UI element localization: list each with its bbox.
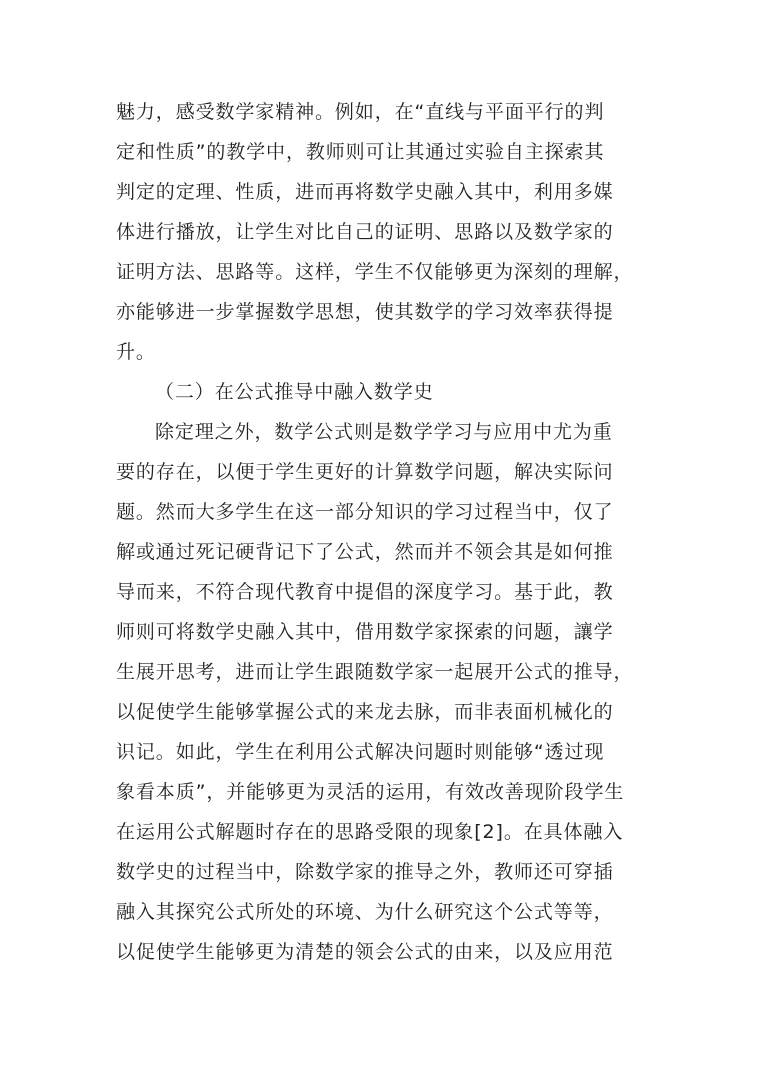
paragraph-line: 亦能够进一步掌握数学思想，使其数学的学习效率获得提 [116,301,614,323]
paragraph-line: 师则可将数学史融入其中，借用数学家探索的问题，讓学 [116,621,614,643]
paragraph-line: 象看本质”，并能够更为灵活的运用，有效改善现阶段学生 [116,781,625,803]
paragraph-line: 以促使学生能够更为清楚的领会公式的由来，以及应用范 [116,941,614,963]
paragraph-line: 除定理之外，数学公式则是数学学习与应用中尤为重 [155,421,613,443]
section-heading: （二）在公式推导中融入数学史 [155,381,434,403]
paragraph-line: 以促使学生能够掌握公式的来龙去脉，而非表面机械化的 [116,701,614,723]
paragraph-line: 在运用公式解题时存在的思路受限的现象[2]。在具体融入 [116,821,624,843]
paragraph-line: 判定的定理、性质，进而再将数学史融入其中，利用多媒 [116,181,614,203]
paragraph-line: 魅力，感受数学家精神。例如，在“直线与平面平行的判 [116,101,605,123]
paragraph-line: 定和性质”的教学中，教师则可让其通过实验自主探索其 [116,141,605,163]
paragraph-line: 体进行播放，让学生对比自己的证明、思路以及数学家的 [116,221,614,243]
paragraph-line: 题。然而大多学生在这一部分知识的学习过程当中，仅了 [116,501,614,523]
paragraph-line: 升。 [116,341,156,363]
paragraph-line: 要的存在，以便于学生更好的计算数学问题，解决实际问 [116,461,614,483]
paragraph-line: 数学史的过程当中，除数学家的推导之外，教师还可穿插 [116,861,614,883]
paragraph-line: 识记。如此，学生在利用公式解决问题时则能够“透过现 [116,741,605,763]
paragraph-line: 生展开思考，进而让学生跟随数学家一起展开公式的推导， [116,661,634,683]
paragraph-line: 导而来，不符合现代教育中提倡的深度学习。基于此，教 [116,581,614,603]
paragraph-line: 解或通过死记硬背记下了公式，然而并不领会其是如何推 [116,541,614,563]
paragraph-line: 证明方法、思路等。这样，学生不仅能够更为深刻的理解， [116,261,634,283]
paragraph-line: 融入其探究公式所处的环境、为什么研究这个公式等等， [116,901,614,923]
